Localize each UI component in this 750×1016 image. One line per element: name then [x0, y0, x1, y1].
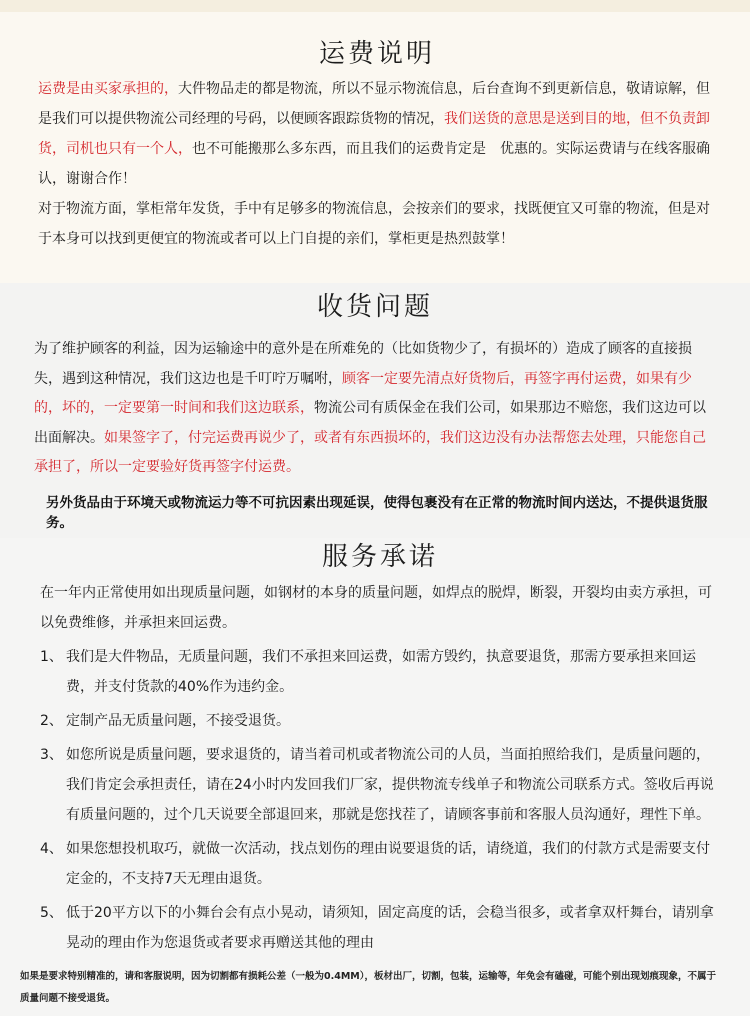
service-footnote: 如果是要求特别精准的，请和客服说明，因为切割都有损耗公差（一般为0.4MM），板材出厂，切割，包装，运输等，年免会有磕碰，可能个别出现划痕现象，不属于质量问题不接受退货。 — [20, 971, 716, 1004]
shipping-section — [0, 0, 750, 283]
shipping-highlight-2: 我们送货的意思是送到目的地，但不负责卸货，司机也只有一个人， — [38, 111, 710, 157]
service-item-text: 我们是大件物品，无质量问题，我们不承担来回运费，如需方毁约，执意要退货，那需方要承担来回运费，并支付货款的40%作为违约金。 — [66, 649, 696, 695]
service-item-text: 如您所说是质量问题，要求退货的，请当着司机或者物流公司的人员，当面拍照给我们，是质量问题的，我们肯定会承担责任，请在24小时内发回我们厂家，提供物流专线单子和物流公司联系方式。签收后再说有质量问题的，过个几天说要全部退回来，那就是您找茬了，请顾客事前和客服人员沟通好，理性下单。 — [66, 747, 714, 823]
service-item — [40, 706, 720, 736]
service-section — [0, 538, 750, 1016]
service-item-text: 定制产品无质量问题，不接受退货。 — [66, 713, 290, 729]
service-item — [40, 834, 720, 894]
shipping-title: 运费说明 — [318, 39, 435, 69]
receiving-text-2: 物流公司有质保金在我们公司，如果那边不赔您，我们这边可以出面解决。 — [34, 400, 706, 446]
receiving-highlight-2: 如果签字了，付完运费再说少了，或者有东西损坏的，我们这边没有办法帮您去处理，只能您自己承担了，所以一定要验好货再签字付运费。 — [34, 429, 706, 475]
shipping-text-2: 也不可能搬那么多东西，而且我们的运费肯定是 优惠的。实际运费请与在线客服确认，谢谢合作！ — [38, 141, 710, 187]
service-item-number: 1、 — [40, 649, 63, 665]
service-title: 服务承诺 — [321, 542, 438, 572]
service-intro: 在一年内正常使用如出现质量问题，如钢材的本身的质量问题，如焊点的脱焊，断裂，开裂均由卖方承担，可以免费维修，并承担来回运费。 — [40, 585, 712, 631]
service-item-number: 3、 — [40, 747, 63, 763]
service-item-number: 2、 — [40, 713, 63, 729]
receiving-title: 收货问题 — [316, 292, 433, 322]
top-stripe — [0, 0, 750, 12]
service-item-text: 低于20平方以下的小舞台会有点小晃动，请须知，固定高度的话，会稳当很多，或者拿双杆舞台，请别拿晃动的理由作为您退货或者要求再赠送其他的理由 — [66, 905, 714, 951]
service-item-number: 5、 — [40, 905, 63, 921]
receiving-highlight-1: 顾客一定要先清点好货物后，再签字再付运费，如果有少的，坏的，一定要第一时间和我们这边联系， — [34, 370, 692, 416]
service-item — [40, 642, 720, 702]
shipping-paragraph-1 — [38, 74, 716, 194]
service-item — [40, 898, 720, 958]
receiving-section — [0, 283, 750, 538]
receiving-paragraph — [34, 335, 716, 483]
delay-notice: 另外货品由于环境天或物流运力等不可抗因素出现延误，使得包裹没有在正常的物流时间内送达，不提供退货服务。 — [46, 494, 708, 531]
shipping-text-1: 大件物品走的都是物流，所以不显示物流信息，后台查询不到更新信息，敬请谅解，但是我们可以提供物流公司经理的号码，以便顾客跟踪货物的情况， — [38, 81, 710, 127]
shipping-paragraph-2: 对于物流方面，掌柜常年发货，手中有足够多的物流信息，会按亲们的要求，找既便宜又可靠的物流，但是对于本身可以找到更便宜的物流或者可以上门自提的亲们，掌柜更是热烈鼓掌！ — [38, 201, 710, 247]
receiving-text-1: 为了维护顾客的利益，因为运输途中的意外是在所难免的（比如货物少了，有损坏的）造成了顾客的直接损失，遇到这种情况，我们这边也是千叮咛万嘱咐， — [34, 341, 692, 387]
service-item — [40, 740, 720, 830]
service-item-text: 如果您想投机取巧，就做一次活动，找点划伤的理由说要退货的话，请绕道，我们的付款方式是需要支付定金的，不支持7天无理由退货。 — [66, 841, 710, 887]
shipping-highlight-1: 运费是由买家承担的， — [38, 81, 178, 97]
service-item-number: 4、 — [40, 841, 63, 857]
